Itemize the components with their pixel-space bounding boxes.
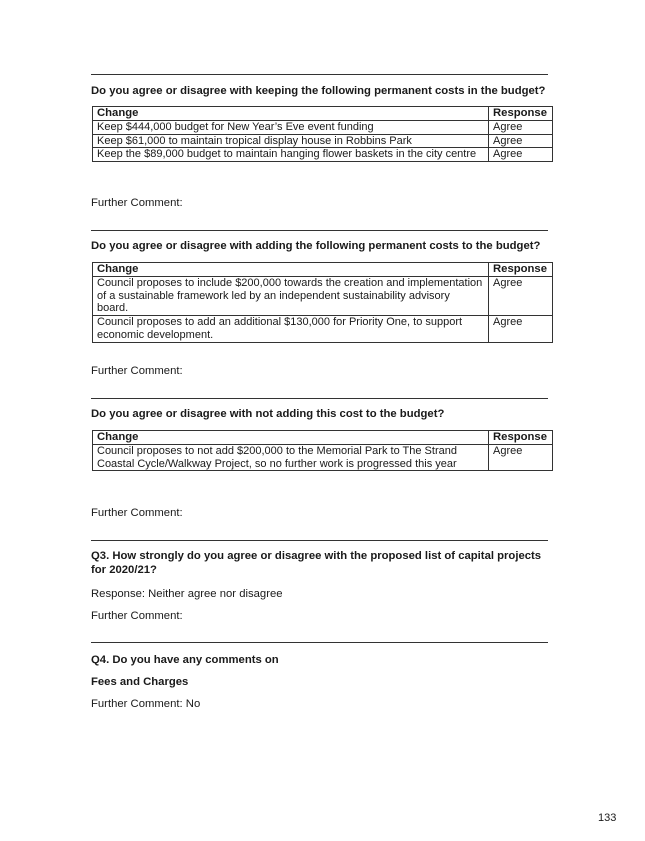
table-header-row <box>93 431 553 445</box>
column-header-response: Response <box>489 431 553 445</box>
response-cell: Agree <box>489 316 553 343</box>
section-divider <box>91 74 548 75</box>
table-row <box>93 276 553 315</box>
change-cell: Keep $61,000 to maintain tropical display house in Robbins Park <box>93 134 489 148</box>
further-comment: Further Comment: <box>91 610 183 622</box>
further-comment: Further Comment: No <box>91 698 201 710</box>
q4-subheading: Fees and Charges <box>91 676 189 688</box>
response-cell: Agree <box>489 444 553 471</box>
table-header-row <box>93 263 553 277</box>
section-divider <box>91 540 548 541</box>
q4-heading: Q4. Do you have any comments on <box>91 654 279 666</box>
column-header-change: Change <box>93 107 489 121</box>
question-heading: Do you agree or disagree with not adding this cost to the budget? <box>91 408 445 420</box>
section-divider <box>91 230 548 231</box>
further-comment: Further Comment: <box>91 365 183 377</box>
change-cell: Keep $444,000 budget for New Year’s Eve event funding <box>93 120 489 134</box>
column-header-change: Change <box>93 263 489 277</box>
change-cell: Council proposes to add an additional $130,000 for Priority One, to support economic development. <box>93 316 489 343</box>
table-header-row <box>93 107 553 121</box>
table-row <box>93 316 553 343</box>
change-cell: Council proposes to not add $200,000 to the Memorial Park to The Strand Coastal Cycle/Walkway Project, so no further work is progressed this year <box>93 444 489 471</box>
response-cell: Agree <box>489 120 553 134</box>
column-header-response: Response <box>489 107 553 121</box>
response-cell: Agree <box>489 148 553 162</box>
section-divider <box>91 642 548 643</box>
column-header-response: Response <box>489 263 553 277</box>
q3-heading: Q3. How strongly do you agree or disagree with the proposed list of capital projects for 2020/21? <box>91 550 542 576</box>
response-cell: Agree <box>489 276 553 315</box>
section-divider <box>91 398 548 399</box>
further-comment: Further Comment: <box>91 507 183 519</box>
response-cell: Agree <box>489 134 553 148</box>
question-heading: Do you agree or disagree with adding the following permanent costs to the budget? <box>91 240 541 252</box>
table-row <box>93 444 553 471</box>
page-number: 133 <box>598 812 617 824</box>
costs-table <box>92 430 553 471</box>
change-cell: Council proposes to include $200,000 towards the creation and implementation of a sustainable framework led by an independent sustainability advisory board. <box>93 276 489 315</box>
costs-table <box>92 262 553 343</box>
table-row <box>93 120 553 134</box>
table-row <box>93 148 553 162</box>
further-comment: Further Comment: <box>91 197 183 209</box>
costs-table <box>92 106 553 162</box>
change-cell: Keep the $89,000 budget to maintain hanging flower baskets in the city centre <box>93 148 489 162</box>
table-row <box>93 134 553 148</box>
q3-response: Response: Neither agree nor disagree <box>91 588 283 600</box>
question-heading: Do you agree or disagree with keeping the following permanent costs in the budget? <box>91 85 546 97</box>
column-header-change: Change <box>93 431 489 445</box>
